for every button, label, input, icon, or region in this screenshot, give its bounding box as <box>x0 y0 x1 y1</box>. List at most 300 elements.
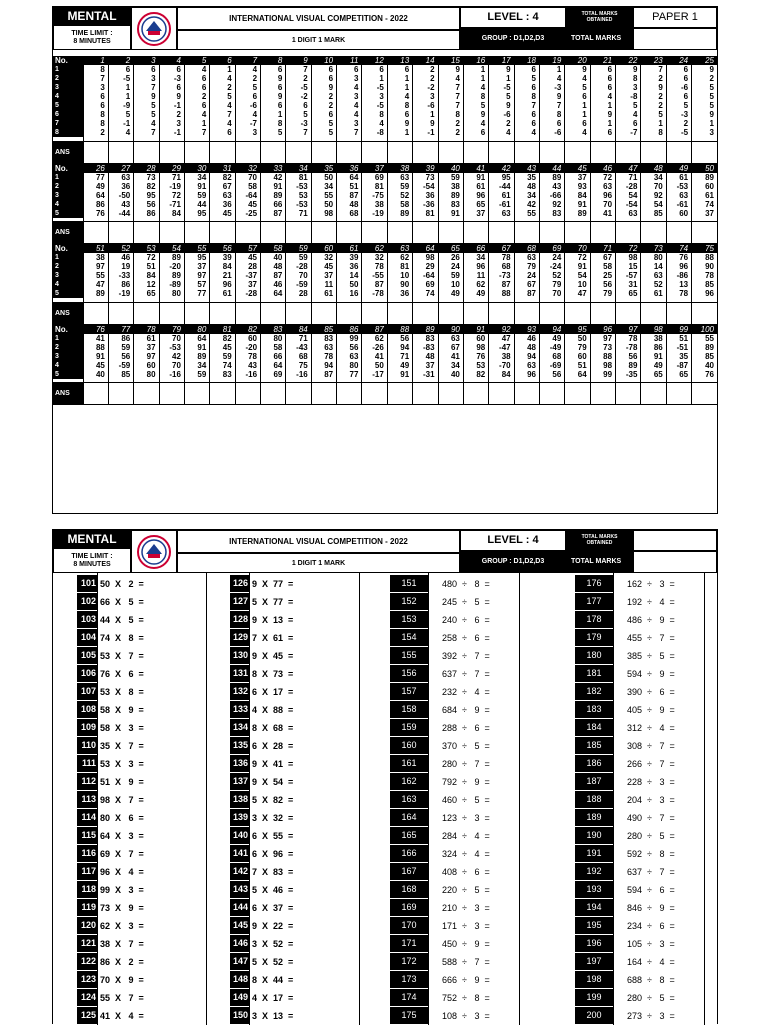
answer-cell[interactable] <box>616 141 641 163</box>
question-row[interactable] <box>390 773 520 790</box>
question-row[interactable] <box>230 917 360 934</box>
question-row[interactable] <box>575 611 705 628</box>
digit-cell: 65 <box>463 200 488 209</box>
answer-cell[interactable] <box>565 302 590 324</box>
digit-cell: 60 <box>666 209 691 218</box>
question-number: 17 <box>489 56 514 65</box>
answer-cell[interactable] <box>134 302 159 324</box>
answer-cell[interactable] <box>666 302 691 324</box>
answer-cell[interactable] <box>108 222 133 244</box>
digit-cell: 61 <box>489 191 514 200</box>
digit-cell: 99 <box>337 334 362 343</box>
question-row[interactable] <box>575 701 705 718</box>
answer-cell[interactable] <box>489 383 514 405</box>
answer-cell[interactable] <box>134 141 159 163</box>
question-row[interactable] <box>77 575 207 592</box>
digit-cell: -66 <box>539 191 564 200</box>
digit-cell: -53 <box>286 200 311 209</box>
answer-cell[interactable] <box>413 222 438 244</box>
question-number: 64 <box>413 244 438 254</box>
answer-cell[interactable] <box>616 302 641 324</box>
answer-cell[interactable] <box>210 222 235 244</box>
answer-cell[interactable] <box>235 222 260 244</box>
digit-cell: 47 <box>489 334 514 343</box>
answer-cell[interactable] <box>514 302 539 324</box>
question-row[interactable] <box>575 755 705 772</box>
answer-cell[interactable] <box>590 302 615 324</box>
question-expression: 4 X 88 = <box>252 704 294 715</box>
digit-cell: -78 <box>362 289 387 298</box>
question-row[interactable] <box>230 755 360 772</box>
digit-cell: 76 <box>463 352 488 361</box>
answer-cell[interactable] <box>463 383 488 405</box>
answer-cell[interactable] <box>590 383 615 405</box>
question-number: 31 <box>210 163 235 173</box>
question-row[interactable] <box>230 899 360 916</box>
answer-cell[interactable] <box>108 383 133 405</box>
question-row[interactable] <box>575 827 705 844</box>
question-row[interactable] <box>575 935 705 952</box>
answer-cell[interactable] <box>83 383 108 405</box>
answer-cell[interactable] <box>413 383 438 405</box>
digit-cell: 55 <box>692 334 717 343</box>
question-row[interactable] <box>230 953 360 970</box>
answer-cell[interactable] <box>514 141 539 163</box>
answer-cell[interactable] <box>539 383 564 405</box>
question-row[interactable] <box>230 989 360 1006</box>
question-row[interactable] <box>390 863 520 880</box>
question-number: 108 <box>77 701 97 718</box>
digit-cell: 78 <box>311 352 336 361</box>
question-row[interactable] <box>230 881 360 898</box>
digit-cell: 2 <box>210 83 235 92</box>
question-row[interactable] <box>575 575 705 592</box>
digit-cell: 71 <box>387 352 412 361</box>
digit-cell: 92 <box>641 191 666 200</box>
answer-cell[interactable] <box>337 302 362 324</box>
answer-cell[interactable] <box>286 383 311 405</box>
answer-cell[interactable] <box>565 222 590 244</box>
question-row[interactable] <box>575 863 705 880</box>
question-row[interactable] <box>230 1007 360 1024</box>
digit-cell: 2 <box>413 74 438 83</box>
digit-cell: 2 <box>286 74 311 83</box>
answer-cell[interactable] <box>286 302 311 324</box>
question-row[interactable] <box>575 917 705 934</box>
answer-cell[interactable] <box>184 222 209 244</box>
question-expression: 450 ÷ 9 = <box>442 938 490 949</box>
question-expression: 210 ÷ 3 = <box>442 902 490 913</box>
question-row[interactable] <box>77 827 207 844</box>
question-row[interactable] <box>77 593 207 610</box>
digit-cell: 7 <box>184 128 209 137</box>
digit-cell: 64 <box>261 361 286 370</box>
answer-cell[interactable] <box>184 141 209 163</box>
marks-obtained-field[interactable] <box>633 530 717 551</box>
question-number: 169 <box>390 899 428 916</box>
question-row[interactable] <box>77 1007 207 1024</box>
digit-cell: 8 <box>641 128 666 137</box>
answer-cell[interactable] <box>539 302 564 324</box>
question-row[interactable] <box>230 683 360 700</box>
answer-cell[interactable] <box>362 302 387 324</box>
question-row[interactable] <box>390 719 520 736</box>
answer-cell[interactable] <box>261 222 286 244</box>
question-row[interactable] <box>77 611 207 628</box>
question-number: 54 <box>159 244 184 254</box>
question-row[interactable] <box>575 791 705 808</box>
question-number: 126 <box>230 575 249 592</box>
digit-cell: -54 <box>413 182 438 191</box>
question-row[interactable] <box>390 611 520 628</box>
answer-cell[interactable] <box>565 141 590 163</box>
question-row[interactable] <box>390 809 520 826</box>
answer-cell[interactable] <box>590 141 615 163</box>
question-row[interactable] <box>390 845 520 862</box>
digit-cell: 8 <box>539 110 564 119</box>
total-marks-field[interactable] <box>633 28 717 50</box>
answer-cell[interactable] <box>159 383 184 405</box>
answer-cell[interactable] <box>489 302 514 324</box>
question-row[interactable] <box>390 791 520 808</box>
digit-cell: 19 <box>108 262 133 271</box>
digit-cell: 6 <box>387 65 412 74</box>
question-row[interactable] <box>390 953 520 970</box>
answer-cell[interactable] <box>692 141 717 163</box>
answer-cell[interactable] <box>184 383 209 405</box>
answer-cell[interactable] <box>692 383 717 405</box>
question-row[interactable] <box>230 647 360 664</box>
question-row[interactable] <box>390 647 520 664</box>
question-row[interactable] <box>575 899 705 916</box>
question-row[interactable] <box>390 629 520 646</box>
answer-cell[interactable] <box>311 383 336 405</box>
question-row[interactable] <box>575 1007 705 1024</box>
question-row[interactable] <box>390 989 520 1006</box>
digit-cell: 38 <box>489 352 514 361</box>
answer-cell[interactable] <box>261 141 286 163</box>
question-number: 131 <box>230 665 249 682</box>
answer-cell[interactable] <box>337 383 362 405</box>
digit-cell: 52 <box>387 191 412 200</box>
digit-cell: 7 <box>514 101 539 110</box>
answer-cell[interactable] <box>108 141 133 163</box>
question-expression: 44 X 5 = <box>100 614 144 625</box>
competition-title: INTERNATIONAL VISUAL COMPETITION - 2022 <box>177 7 460 30</box>
digit-cell: -1 <box>108 119 133 128</box>
answer-cell[interactable] <box>463 302 488 324</box>
question-row[interactable] <box>575 845 705 862</box>
answer-cell[interactable] <box>438 222 463 244</box>
answer-cell[interactable] <box>666 141 691 163</box>
row-index: 3 <box>53 271 83 280</box>
answer-cell[interactable] <box>438 383 463 405</box>
digit-cell: 82 <box>134 182 159 191</box>
answer-cell[interactable] <box>210 141 235 163</box>
answer-cell[interactable] <box>362 383 387 405</box>
answer-cell[interactable] <box>438 302 463 324</box>
digit-cell: -2 <box>413 83 438 92</box>
digit-cell: 78 <box>235 352 260 361</box>
question-row[interactable] <box>77 791 207 808</box>
question-row[interactable] <box>77 683 207 700</box>
question-row[interactable] <box>390 971 520 988</box>
question-row[interactable] <box>575 647 705 664</box>
answer-cell[interactable] <box>539 222 564 244</box>
question-row[interactable] <box>230 701 360 718</box>
answer-cell[interactable] <box>261 383 286 405</box>
question-row[interactable] <box>77 917 207 934</box>
question-row[interactable] <box>575 719 705 736</box>
answer-cell[interactable] <box>337 141 362 163</box>
answer-cell[interactable] <box>692 222 717 244</box>
digit-row <box>53 352 717 361</box>
digit-cell: 37 <box>311 271 336 280</box>
question-row[interactable] <box>390 827 520 844</box>
question-row[interactable] <box>575 809 705 826</box>
digit-cell: 55 <box>83 271 108 280</box>
answer-cell[interactable] <box>261 302 286 324</box>
question-number: 141 <box>230 845 249 862</box>
answer-cell[interactable] <box>235 141 260 163</box>
question-row[interactable] <box>390 881 520 898</box>
question-row[interactable] <box>77 629 207 646</box>
question-number-row <box>53 244 717 254</box>
answer-cell[interactable] <box>311 302 336 324</box>
answer-cell[interactable] <box>641 383 666 405</box>
question-row[interactable] <box>575 737 705 754</box>
question-row[interactable] <box>77 989 207 1006</box>
question-row[interactable] <box>390 683 520 700</box>
question-row[interactable] <box>575 665 705 682</box>
row-index: 1 <box>53 173 83 182</box>
answer-cell[interactable] <box>463 141 488 163</box>
digit-cell: 70 <box>641 182 666 191</box>
question-row[interactable] <box>390 575 520 592</box>
question-row[interactable] <box>77 773 207 790</box>
question-row[interactable] <box>77 737 207 754</box>
digit-cell: -7 <box>235 119 260 128</box>
digit-cell: 6 <box>261 101 286 110</box>
digit-cell: 9 <box>692 65 717 74</box>
digit-cell: 89 <box>159 271 184 280</box>
question-number: 46 <box>590 163 615 173</box>
answer-cell[interactable] <box>565 383 590 405</box>
question-number: 59 <box>286 244 311 254</box>
question-row[interactable] <box>77 899 207 916</box>
question-row[interactable] <box>77 701 207 718</box>
answer-cell[interactable] <box>641 302 666 324</box>
digit-cell: 2 <box>641 74 666 83</box>
digit-cell: 5 <box>463 101 488 110</box>
answer-cell[interactable] <box>362 222 387 244</box>
question-row[interactable] <box>230 575 360 592</box>
question-row[interactable] <box>77 971 207 988</box>
question-number: 84 <box>286 324 311 334</box>
question-row[interactable] <box>77 953 207 970</box>
answer-cell[interactable] <box>387 222 412 244</box>
question-row[interactable] <box>230 863 360 880</box>
answer-cell[interactable] <box>134 222 159 244</box>
digit-cell: -1 <box>159 128 184 137</box>
answer-cell[interactable] <box>641 222 666 244</box>
answer-cell[interactable] <box>362 141 387 163</box>
digit-cell: -6 <box>666 83 691 92</box>
total-marks-field-2[interactable] <box>633 551 717 573</box>
answer-cell[interactable] <box>311 222 336 244</box>
answer-cell[interactable] <box>514 222 539 244</box>
question-row[interactable] <box>390 899 520 916</box>
answer-cell[interactable] <box>210 383 235 405</box>
answer-cell[interactable] <box>235 383 260 405</box>
question-number: 198 <box>575 971 613 988</box>
answer-cell[interactable] <box>311 141 336 163</box>
question-row[interactable] <box>230 611 360 628</box>
question-row[interactable] <box>230 737 360 754</box>
question-row[interactable] <box>575 773 705 790</box>
question-row[interactable] <box>575 881 705 898</box>
question-number: 29 <box>159 163 184 173</box>
question-expression: 76 X 6 = <box>100 668 144 679</box>
row-index: 5 <box>53 209 83 218</box>
question-row[interactable] <box>77 881 207 898</box>
answer-cell[interactable] <box>616 383 641 405</box>
question-row[interactable] <box>230 791 360 808</box>
answer-cell[interactable] <box>539 141 564 163</box>
digit-cell: 61 <box>134 334 159 343</box>
digit-cell: 10 <box>387 271 412 280</box>
answer-cell[interactable] <box>438 141 463 163</box>
question-row[interactable] <box>230 845 360 862</box>
answer-cell[interactable] <box>463 222 488 244</box>
answer-cell[interactable] <box>286 222 311 244</box>
question-number: 119 <box>77 899 97 916</box>
digit-cell: 89 <box>692 343 717 352</box>
question-row[interactable] <box>77 863 207 880</box>
answer-cell[interactable] <box>387 383 412 405</box>
answer-cell[interactable] <box>413 302 438 324</box>
question-row[interactable] <box>230 827 360 844</box>
answer-cell[interactable] <box>337 222 362 244</box>
digit-cell: -20 <box>159 262 184 271</box>
question-row[interactable] <box>390 755 520 772</box>
question-row[interactable] <box>575 683 705 700</box>
answer-cell[interactable] <box>159 302 184 324</box>
answer-cell[interactable] <box>210 302 235 324</box>
answer-cell[interactable] <box>184 302 209 324</box>
answer-cell[interactable] <box>286 141 311 163</box>
answer-cell[interactable] <box>108 302 133 324</box>
question-row[interactable] <box>575 989 705 1006</box>
question-row[interactable] <box>390 665 520 682</box>
question-row[interactable] <box>230 629 360 646</box>
answer-cell[interactable] <box>387 141 412 163</box>
digit-cell: 87 <box>261 209 286 218</box>
question-number: 180 <box>575 647 613 664</box>
digit-cell: 2 <box>489 119 514 128</box>
digit-cell: 34 <box>184 173 209 182</box>
answer-cell[interactable] <box>159 141 184 163</box>
question-row[interactable] <box>230 935 360 952</box>
competition-logo-2 <box>131 530 177 573</box>
question-row[interactable] <box>230 719 360 736</box>
answer-cell[interactable] <box>159 222 184 244</box>
question-expression: 98 X 7 = <box>100 794 144 805</box>
question-expression: 58 X 9 = <box>100 704 144 715</box>
question-row[interactable] <box>230 773 360 790</box>
question-row[interactable] <box>77 665 207 682</box>
digit-cell: 98 <box>590 361 615 370</box>
digit-cell: 59 <box>108 343 133 352</box>
answer-cell[interactable] <box>235 302 260 324</box>
question-number: 120 <box>77 917 97 934</box>
question-row[interactable] <box>390 917 520 934</box>
question-row[interactable] <box>230 809 360 826</box>
answer-cell[interactable] <box>489 141 514 163</box>
question-row[interactable] <box>230 593 360 610</box>
answer-cell[interactable] <box>489 222 514 244</box>
answer-cell[interactable] <box>590 222 615 244</box>
question-number: 94 <box>539 324 564 334</box>
question-row[interactable] <box>390 593 520 610</box>
answer-cell[interactable] <box>666 222 691 244</box>
question-row[interactable] <box>77 755 207 772</box>
answer-cell[interactable] <box>83 302 108 324</box>
answer-cell[interactable] <box>666 383 691 405</box>
question-number: 14 <box>413 56 438 65</box>
question-number: 7 <box>235 56 260 65</box>
question-row[interactable] <box>230 971 360 988</box>
question-row[interactable] <box>77 935 207 952</box>
question-number: 1 <box>83 56 108 65</box>
answer-cell[interactable] <box>641 141 666 163</box>
digit-cell: 89 <box>692 173 717 182</box>
question-row[interactable] <box>390 935 520 952</box>
answer-cell[interactable] <box>413 141 438 163</box>
question-row[interactable] <box>575 593 705 610</box>
answer-cell[interactable] <box>134 383 159 405</box>
question-number: 6 <box>210 56 235 65</box>
answer-cell[interactable] <box>514 383 539 405</box>
question-row[interactable] <box>575 629 705 646</box>
question-row[interactable] <box>575 971 705 988</box>
question-row[interactable] <box>77 845 207 862</box>
question-number: 75 <box>692 244 717 254</box>
question-row[interactable] <box>390 1007 520 1024</box>
question-number: 70 <box>565 244 590 254</box>
answer-cell[interactable] <box>83 222 108 244</box>
answer-cell[interactable] <box>83 141 108 163</box>
digit-cell: 63 <box>387 173 412 182</box>
question-row[interactable] <box>390 701 520 718</box>
digit-cell: 86 <box>641 343 666 352</box>
question-number: 89 <box>413 324 438 334</box>
question-row[interactable] <box>575 953 705 970</box>
question-number: 33 <box>261 163 286 173</box>
question-row[interactable] <box>390 737 520 754</box>
question-row[interactable] <box>77 719 207 736</box>
digit-row <box>53 343 717 352</box>
question-row[interactable] <box>77 809 207 826</box>
answer-cell[interactable] <box>692 302 717 324</box>
question-number: 109 <box>77 719 97 736</box>
row-index: 4 <box>53 361 83 370</box>
answer-cell[interactable] <box>616 222 641 244</box>
question-number: 40 <box>438 163 463 173</box>
question-row[interactable] <box>230 665 360 682</box>
answer-cell[interactable] <box>387 302 412 324</box>
question-row[interactable] <box>77 647 207 664</box>
